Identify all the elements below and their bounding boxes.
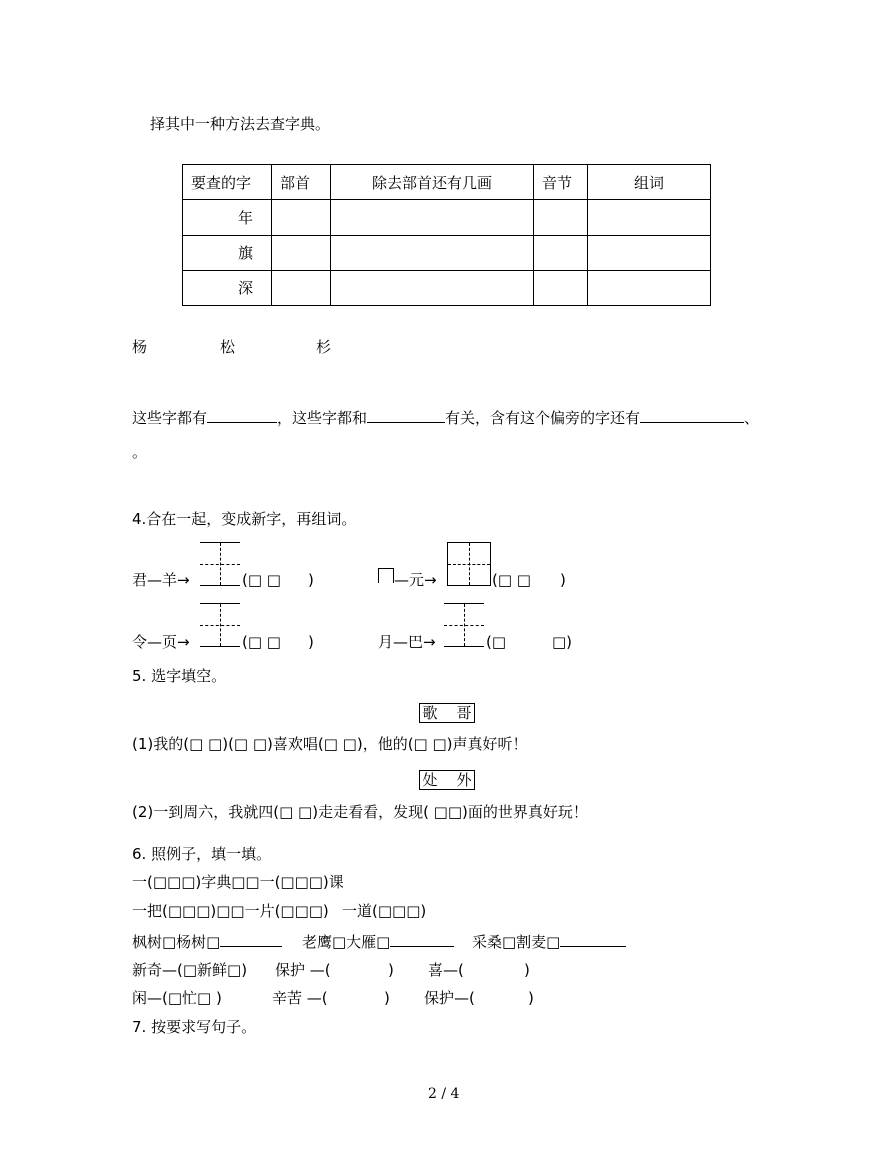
choice-word: 歌 — [422, 704, 438, 722]
q6-line-4b: 保护 —( — [275, 961, 331, 979]
sentence-end: 。 — [132, 443, 148, 461]
table-header-row — [183, 165, 711, 200]
q6-line-5b: 辛苦 —( — [272, 989, 328, 1007]
sentence-part: 、 — [744, 409, 760, 427]
q6-line-1: 一(□□□)字典□□一(□□□)课 — [132, 873, 344, 891]
paren-close: ) — [384, 989, 390, 1007]
paren-open: (□ — [486, 633, 507, 651]
answer-blank[interactable] — [220, 930, 282, 947]
writing-grid[interactable] — [200, 603, 240, 647]
paren-open: (□ □ — [242, 633, 281, 651]
header-cell: 音节 — [534, 165, 588, 200]
radical-shape-icon — [378, 568, 394, 583]
q4-item-4: 月—巴→ — [378, 633, 436, 651]
q6-line-3 — [302, 930, 454, 952]
table-cell[interactable] — [272, 270, 331, 305]
table-cell[interactable] — [534, 270, 588, 305]
header-cell: 除去部首还有几画 — [331, 165, 534, 200]
q7-title: 7. 按要求写句子。 — [132, 1018, 257, 1036]
paren-close: ) — [560, 571, 566, 589]
table-row — [183, 270, 711, 305]
paren-close: ) — [388, 961, 394, 979]
q4-item-3: 令—页→ — [132, 633, 190, 651]
answer-blank[interactable] — [560, 930, 626, 947]
choice-word: 外 — [456, 771, 472, 789]
table-cell[interactable] — [534, 235, 588, 270]
header-cell: 要查的字 — [183, 165, 272, 200]
word-choice-box — [419, 703, 475, 723]
q6-item: 采桑□割麦□ — [472, 933, 561, 951]
paren-close: ) — [308, 571, 314, 589]
radical-word: 杉 — [316, 338, 332, 356]
q6-line-4a: 新奇—(□新鲜□) — [132, 961, 248, 979]
answer-blank[interactable] — [390, 930, 454, 947]
q4-item-1: 君—羊→ — [132, 571, 190, 589]
q6-line-3 — [472, 930, 626, 952]
paren-close: □) — [552, 633, 573, 651]
radical-word: 松 — [220, 338, 236, 356]
intro-text: 择其中一种方法去查字典。 — [150, 115, 331, 133]
q6-item: 老鹰□大雁□ — [302, 933, 391, 951]
q5-title: 5. 选字填空。 — [132, 667, 227, 685]
q6-line-2a: 一把(□□□)□□一片(□□□) — [132, 902, 329, 920]
q5-line-2: (2)一到周六，我就四(□ □)走走看看，发现( □□)面的世界真好玩！ — [132, 803, 588, 821]
table-cell[interactable] — [331, 270, 534, 305]
paren-open: (□ □ — [492, 571, 531, 589]
table-cell-char: 年 — [183, 200, 272, 235]
writing-grid[interactable] — [447, 542, 491, 586]
q6-line-3 — [132, 930, 282, 952]
answer-blank[interactable] — [207, 406, 277, 423]
q6-line-5a: 闲—(□忙□ ) — [132, 989, 222, 1007]
header-cell: 组词 — [588, 165, 711, 200]
q4-title: 4.合在一起，变成新字，再组词。 — [132, 510, 357, 528]
table-cell[interactable] — [588, 200, 711, 235]
answer-blank[interactable] — [640, 406, 744, 423]
word-choice-box — [419, 770, 475, 790]
writing-grid[interactable] — [444, 603, 484, 647]
page-number: 2 / 4 — [428, 1086, 460, 1102]
q5-line-1: (1)我的(□ □)(□ □)喜欢唱(□ □)，他的(□ □)声真好听！ — [132, 735, 528, 753]
paren-close: ) — [524, 961, 530, 979]
q6-title: 6. 照例子，填一填。 — [132, 845, 272, 863]
radical-sentence — [132, 406, 759, 428]
table-cell-char: 旗 — [183, 235, 272, 270]
dictionary-table — [182, 164, 711, 306]
table-cell[interactable] — [331, 235, 534, 270]
table-row — [183, 200, 711, 235]
paren-open: (□ □ — [242, 571, 281, 589]
answer-blank[interactable] — [367, 406, 445, 423]
table-row — [183, 235, 711, 270]
table-cell[interactable] — [272, 235, 331, 270]
header-cell: 部首 — [272, 165, 331, 200]
q6-line-2b: 一道(□□□) — [342, 902, 427, 920]
q6-item: 枫树□杨树□ — [132, 933, 221, 951]
paren-close: ) — [308, 633, 314, 651]
paren-close: ) — [528, 989, 534, 1007]
q6-line-5c: 保护—( — [424, 989, 475, 1007]
table-cell-char: 深 — [183, 270, 272, 305]
table-cell[interactable] — [534, 200, 588, 235]
sentence-part: ，这些字都和 — [277, 409, 368, 427]
table-cell[interactable] — [588, 235, 711, 270]
sentence-part: 这些字都有 — [132, 409, 208, 427]
q4-item-2: —元→ — [394, 571, 437, 589]
writing-grid[interactable] — [200, 542, 240, 586]
table-cell[interactable] — [272, 200, 331, 235]
choice-word: 处 — [422, 771, 438, 789]
table-cell[interactable] — [588, 270, 711, 305]
radical-word: 杨 — [132, 338, 148, 356]
sentence-part: 有关，含有这个偏旁的字还有 — [445, 409, 641, 427]
q6-line-4c: 喜—( — [428, 961, 464, 979]
choice-word: 哥 — [456, 704, 472, 722]
table-cell[interactable] — [331, 200, 534, 235]
